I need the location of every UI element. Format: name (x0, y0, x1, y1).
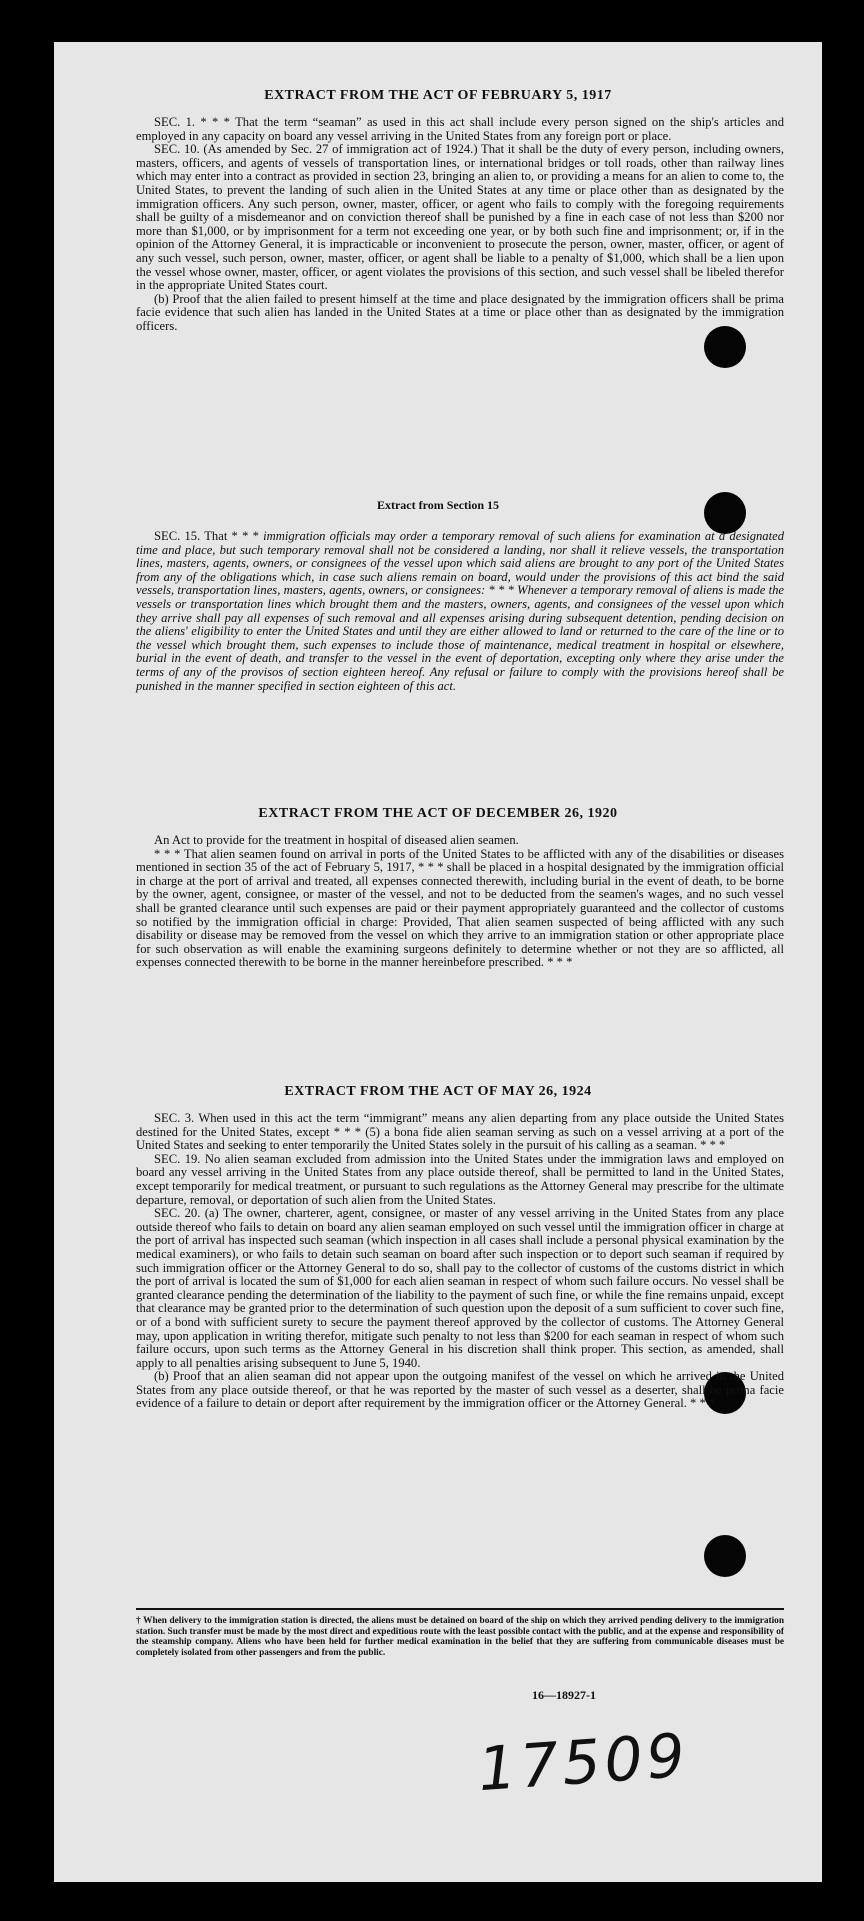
sec-3: SEC. 3. When used in this act the term “immigrant” means any alien departing from any place outside the United States destined for the United States, except * * * (5) a bona fide alien seaman serving as such on a vessel arriving at a port of the United States and seeking to enter temporarily the United States solely in the pursuit of his calling as a seaman. * * * (136, 1111, 784, 1153)
sec-10: SEC. 10. (As amended by Sec. 27 of immigration act of 1924.) That it shall be the duty of every person, including owners, masters, officers, and agents of vessels of transportation lines, or international bridges or toll roads, other than railway lines which may enter into a contract as provided in section 23, bringing an alien to, or providing a means for an alien to come to, the United States, to prevent the landing of such alien in the United States at any time or place other than as designated by the immigration officers. Any such person, owner, master, officer, or agent who fails to comply with the foregoing requirements shall be guilty of a misdemeanor and on conviction thereof shall be punished by a fine in each case of not less than $200 nor more than $1,000, or by imprisonment for a term not exceeding one year, or by both such fine and imprisonment; or, if in the opinion of the Attorney General, it is impracticable or inconvenient to prosecute the person, owner, master, officer, or agent of any such vessel, such person, owner, master, officer, or agent shall be liable to a penalty of $1,000, which shall be a lien upon the vessel whose owner, master, officer, or agent violates the provisions of this section, and such vessel shall be libeled therefor in the appropriate United States court. (136, 142, 784, 293)
sec-20-a: SEC. 20. (a) The owner, charterer, agent, consignee, or master of any vessel arriving in the United States from any place outside thereof who fails to detain on board any alien seaman employed on such vessel until the immigration officer in charge at the port of arrival has inspected such seaman (which inspection in all cases shall include a personal physical examination by the medical examiners), or who fails to detain such seaman on board after such inspection or to deport such seaman if required by such immigration officer or the Attorney General to do so, shall pay to the collector of customs of the customs district in which the port of arrival is located the sum of $1,000 for each alien seaman in respect of whom such failure occurs. No vessel shall be granted clearance pending the determination of the liability to the payment of such fine, or while the fine remains unpaid, except that clearance may be granted prior to the determination of such question upon the deposit of a sum sufficient to cover such fine, or of a bond with sufficient surety to secure the payment thereof approved by the collector of customs. The Attorney General may, upon application in writing therefor, mitigate such penalty to not less than $200 for each seaman in respect of whom such failure occurs, upon such terms as the Attorney General in his discretion shall think proper. This section, as amended, shall apply to all penalties arising subsequent to June 5, 1940. (136, 1206, 784, 1370)
form-number: 16—18927-1 (532, 1688, 596, 1702)
act-1920-body: * * * That alien seamen found on arrival in ports of the United States to be afflicted with any of the disabilities or diseases mentioned in section 35 of the act of February 5, 1917, * * * shall be placed in a hospital designated by the immigration official in charge at the port of arrival and treated, all expenses connected therewith, including burial in the event of death, to be borne by the owner, agent, consignee, or master of the vessel, and not to be deducted from the seamen's wages, and no such vessel shall be granted clearance until such expenses are paid or their payment appropriately guaranteed and the collector of customs so notified by the immigration official in charge: Provided, That alien seamen suspected of being afflicted with any such disability or disease may be removed from the vessel on which they arrive to an immigration station or other appropriate place for such observation as will enable the examining surgeons definitely to determine whether or not they are so afflicted, all expenses connected therewith to be borne in the manner hereinbefore prescribed. * * * (136, 846, 784, 970)
divider-rule (136, 1608, 784, 1610)
sec-15-body: immigration officials may order a temporary removal of such aliens for examination at a designated time and place, but such temporary removal shall not be considered a landing, nor shall it relieve vessels, the transportation lines, masters, agents, owners, or consignees of the vessel upon which said aliens are brought to any port of the United States from any of the obligations which, in case such aliens remain on board, would under the provisions of this act bind the said vessels, transportation lines, masters, agents, owners, or consignees: * * * Whenever a temporary removal of aliens is made the vessels or transportation lines which brought them and the masters, owners, agents, and consignees of the vessel upon which they arrive shall pay all expenses of such removal and all expenses arising during subsequent detention, pending decision on the aliens' eligibility to enter the United States and until they are either allowed to land or returned to the care of the line or to the vessel which brought them, such expenses to include those of maintenance, medical treatment in hospital or elsewhere, burial in the event of death, and transfer to the vessel in the event of deportation, excepting only where they arise under the terms of any of the provisos of section eighteen hereof. Any refusal or failure to comply with the provisions hereof shall be punished in the manner specified in section eighteen of this act. (136, 529, 784, 693)
handwritten-number: 17509 (475, 1720, 692, 1806)
sec-15-lead: SEC. 15. That * * * (154, 529, 264, 543)
sec-19: SEC. 19. No alien seaman excluded from admission into the United States under the immigration laws and employed on board any vessel arriving in the United States from any place outside thereof, shall be permitted to land in the United States, except temporarily for medical treatment, or pursuant to such regulations as the Attorney General may prescribe for the ultimate departure, removal, or deportation of such alien from the United States. (136, 1151, 784, 1207)
punch-hole (704, 1535, 746, 1577)
section-1917 (136, 116, 784, 334)
heading-act-1917: EXTRACT FROM THE ACT OF FEBRUARY 5, 1917 (264, 88, 612, 103)
sec-1: SEC. 1. * * * That the term “seaman” as used in this act shall include every person signed on the ship's articles and employed in any capacity on board any vessel arriving in the United States from any foreign port or place. (136, 115, 784, 143)
subheading-section-15: Extract from Section 15 (376, 498, 500, 512)
section-15 (136, 530, 784, 693)
act-1920-title: An Act to provide for the treatment in hospital of diseased alien seamen. (154, 833, 519, 847)
section-1924 (136, 1112, 784, 1411)
heading-act-1920: EXTRACT FROM THE ACT OF DECEMBER 26, 1920 (258, 806, 618, 821)
footnote: † When delivery to the immigration station is directed, the aliens must be detained on board of the ship on which they arrived pending delivery to the immigration station. Such transfer must be made by the most direct and expeditious route with the least possible contact with the public, and at the expense and responsibility of the steamship company. Aliens who have been held for further medical examination in the belief that they are suffering from communicable diseases must be completely isolated from other passengers and from the public. (136, 1616, 784, 1658)
sec-20-b: (b) Proof that an alien seaman did not appear upon the outgoing manifest of the vessel on which he arrived in the United States from any place outside thereof, or that he was reported by the master of such vessel as a deserter, shall be prima facie evidence of a failure to detain or deport after requirement by the immigration officer or the Attorney General. * * * (136, 1369, 784, 1411)
sec-10-b: (b) Proof that the alien failed to present himself at the time and place designated by the immigration officers shall be prima facie evidence that such alien has landed in the United States at a time or place other than as designated by the immigration officers. (136, 291, 784, 333)
section-1920 (136, 834, 784, 970)
document-page (54, 42, 822, 1882)
heading-act-1924: EXTRACT FROM THE ACT OF MAY 26, 1924 (284, 1084, 592, 1099)
